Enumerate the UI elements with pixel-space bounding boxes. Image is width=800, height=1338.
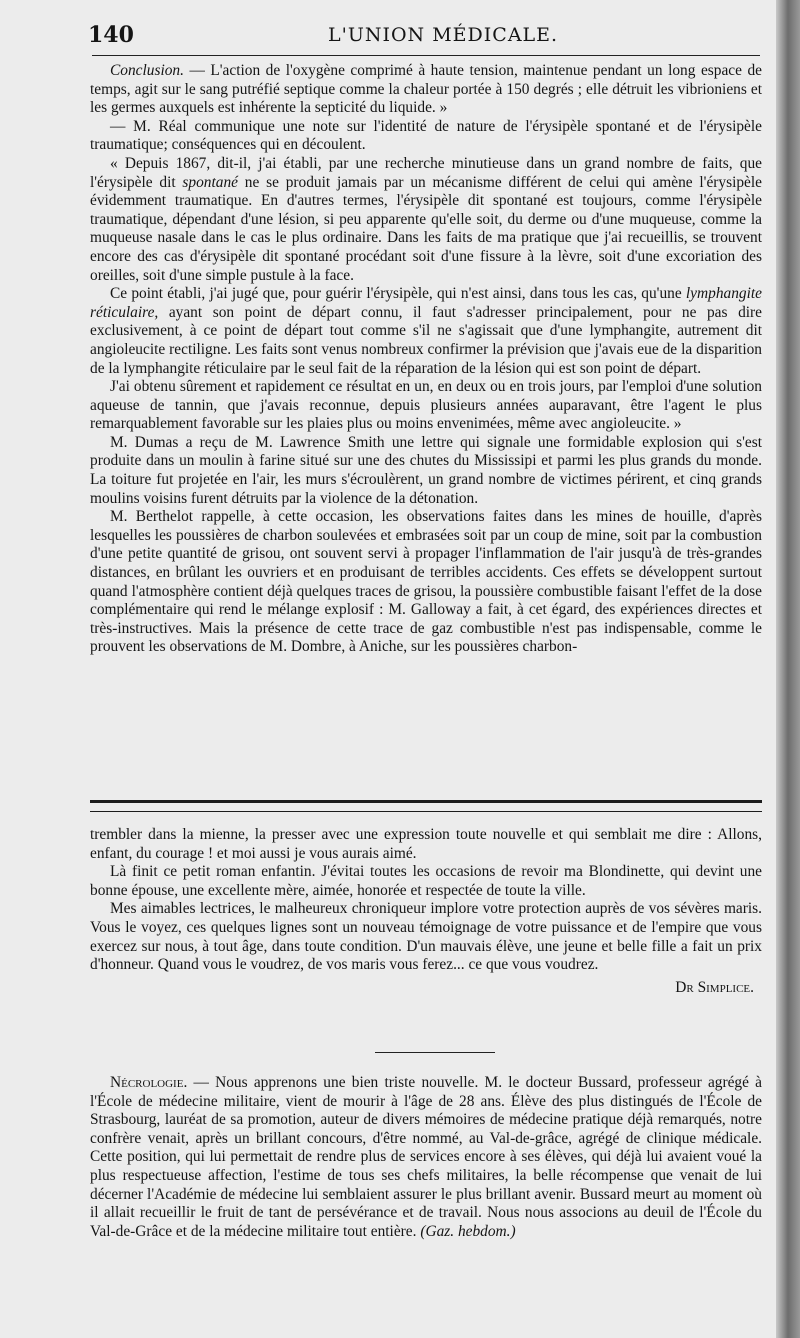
berthelot-paragraph: M. Berthelot rappelle, à cette occasion, les observations faites dans les mines de houille, d'après lesquelles les poussières de charbon soulevées et embrasées soit par un coup de mine, soit par la combustion d'une petite quantité de grisou, ont souvent servi à propager l'inflammation de l'air jusqu'à de très-grandes distances, en brûlant les ouvriers et en produisant de terribles accidents. Ces effets se développent surtout quand l'atmosphère contient déjà quelques traces de grisou, la poussière combustible faisant l'effet de la dose complémentaire qui rend le mélange explosif : M. Galloway a fait, à cet égard, des expériences directes et très-instructives. Mais la présence de cette trace de gaz combustible n'est pas indispensable, comme le prouvent les observations de M. Dombre, à Aniche, sur les poussières charbon- — [90, 508, 762, 656]
section-divider — [375, 1052, 495, 1053]
necrology-section — [90, 1074, 762, 1241]
page-edge-shadow — [776, 0, 800, 1338]
source-citation: (Gaz. hebdom.) — [420, 1222, 516, 1240]
necrology-paragraph — [90, 1074, 762, 1241]
necrology-text: — Nous apprenons une bien triste nouvelle. M. le docteur Bussard, professeur agrégé à l'École de médecine militaire, vient de mourir à l'âge de 28 ans. Élève des plus distingués de l'École de Strasbourg, lauréat de sa promotion, auteur de divers mémoires de médecine pratique déjà remarqués, notre confrère venait, après un brillant concours, d'être nommé, au Val-de-grâce, agrégé de clinique médicale. Cette position, qui lui permettait de rendre plus de services encore à ses élèves, qui déjà lui avaient voué la plus respectueuse affection, l'estime de tous ses chefs militaires, la belle récompense que venait de lui décerner l'Académie de médecine lui semblaient assurer le plus brillant avenir. Bussard meurt au moment où il allait recueillir le fruit de tant de persévérance et de travail. Nous nous associons au deuil de l'École du Val-de-Grâce et de la médecine militaire tout entière. — [90, 1074, 762, 1240]
conclusion-paragraph — [90, 62, 762, 118]
conclusion-label: Conclusion. — [110, 62, 184, 79]
erysipelas-paragraph-1 — [90, 155, 762, 285]
erysipelas-text-a: « Depuis 1867, dit-il, j'ai établi, par une recherche minutieuse dans un grand nombre de faits, que l'érysipèle dit — [90, 154, 762, 191]
academy-report-section — [90, 62, 762, 657]
tannin-paragraph: J'ai obtenu sûrement et rapidement ce résultat en un, en deux ou en trois jours, par l'emploi d'une solution aqueuse de tannin, que j'avais reconnue, depuis plusieurs années auparavant, être l'agent le plus remarquablement favorable sur les plaies plus ou moins envenimées, même avec angioleucite. » — [90, 378, 762, 433]
lymphangite-italic: lymphangite réticulaire, — [90, 285, 762, 321]
author-signature: Dr Simplice. — [675, 978, 754, 996]
necrology-label: Nécrologie. — [110, 1074, 188, 1091]
real-note-paragraph: — M. Réal communique une note sur l'identité de nature de l'érysipèle spontané et de l'érysipèle traumatique; conséquences qui en découlent. — [90, 117, 762, 154]
feuilleton-paragraph-1: trembler dans la mienne, la presser avec une expression toute nouvelle et qui semblait me dire : Allons, enfant, du courage ! et moi aussi je vous aurais aimé. — [90, 826, 762, 862]
page-number: 140 — [88, 22, 134, 48]
explosion-paragraph: M. Dumas a reçu de M. Lawrence Smith une lettre qui signale une formidable explosion qui s'est produite dans un moulin à farine situé sur une des chutes du Mississipi et parmi les plus grands du monde. La toiture fut projetée en l'air, les murs s'écroulèrent, un grand nombre de victimes périrent, et cinq grands moulins voisins furent détruits par la violence de la détonation. — [90, 433, 762, 507]
header-rule — [92, 55, 760, 56]
running-header — [88, 22, 760, 52]
lymphangite-text-a: Ce point établi, j'ai jugé que, pour guérir l'érysipèle, qui n'est ainsi, dans tous les cas, qu'une — [110, 285, 686, 303]
lymphangite-text-b: ayant son point de départ connu, il faut s'adresser principalement, pour ne pas dire exclusivement, à ce point de départ tout comme s'il ne s'agissait que d'une lymphangite, autrement dit angioleucite rectiligne. Les faits sont venus nombreux confirmer la prévision que j'avais eue de la disparition de la lymphangite réticulaire par le seul fait de la réparation de la lésion qui est son point de départ. — [90, 303, 762, 377]
erysipelas-italic: spontané — [182, 173, 238, 191]
feuilleton-paragraph-2: Là finit ce petit roman enfantin. J'évitai toutes les occasions de revoir ma Blondinette, qui devint une bonne épouse, une excellente mère, aimée, honorée et respectée de toute la ville. — [90, 863, 762, 899]
feuilleton-section — [90, 826, 762, 997]
feuilleton-paragraph-3: Mes aimables lectrices, le malheureux chroniqueur implore votre protection auprès de vos sévères maris. Vous le voyez, ces quelques lignes sont un nouveau témoignage de votre puissance et de l'empire que vous exercez sur nous, à tout âge, dans toute condition. D'un mauvais élève, une jeune et belle fille a fait un prix d'honneur. Quand vous le voudrez, de vos maris vous ferez... ce que vous voudrez. — [90, 900, 762, 974]
feuilleton-separator — [90, 800, 762, 812]
erysipelas-paragraph-2 — [90, 285, 762, 378]
conclusion-text: — L'action de l'oxygène comprimé à haute tension, maintenue pendant un long espace de temps, agit sur le sang putréfié septique comme la chaleur portée à 150 degrés ; elle détruit les vibrioniens et les germes auxquels est inhérente la septicité du liquide. » — [90, 62, 762, 117]
erysipelas-text-b: ne se produit jamais par un mécanisme différent de celui qui amène l'érysipèle évidemment traumatique. En d'autres termes, l'érysipèle dit spontané est toujours, comme l'érysipèle traumatique, dépendant d'une lésion, si peu apparente qu'elle soit, du derme ou d'une muqueuse, comme la muqueuse nasale dans le cas le plus ordinaire. Dans les faits de ma pratique que j'ai recueillis, se trouvent encore des cas d'érysipèle dit spontané procédant soit d'une fissure à la lèvre, soit d'une excoriation des oreilles, soit d'une simple pustule à la face. — [90, 173, 762, 284]
journal-title: L'UNION MÉDICALE. — [328, 24, 559, 46]
